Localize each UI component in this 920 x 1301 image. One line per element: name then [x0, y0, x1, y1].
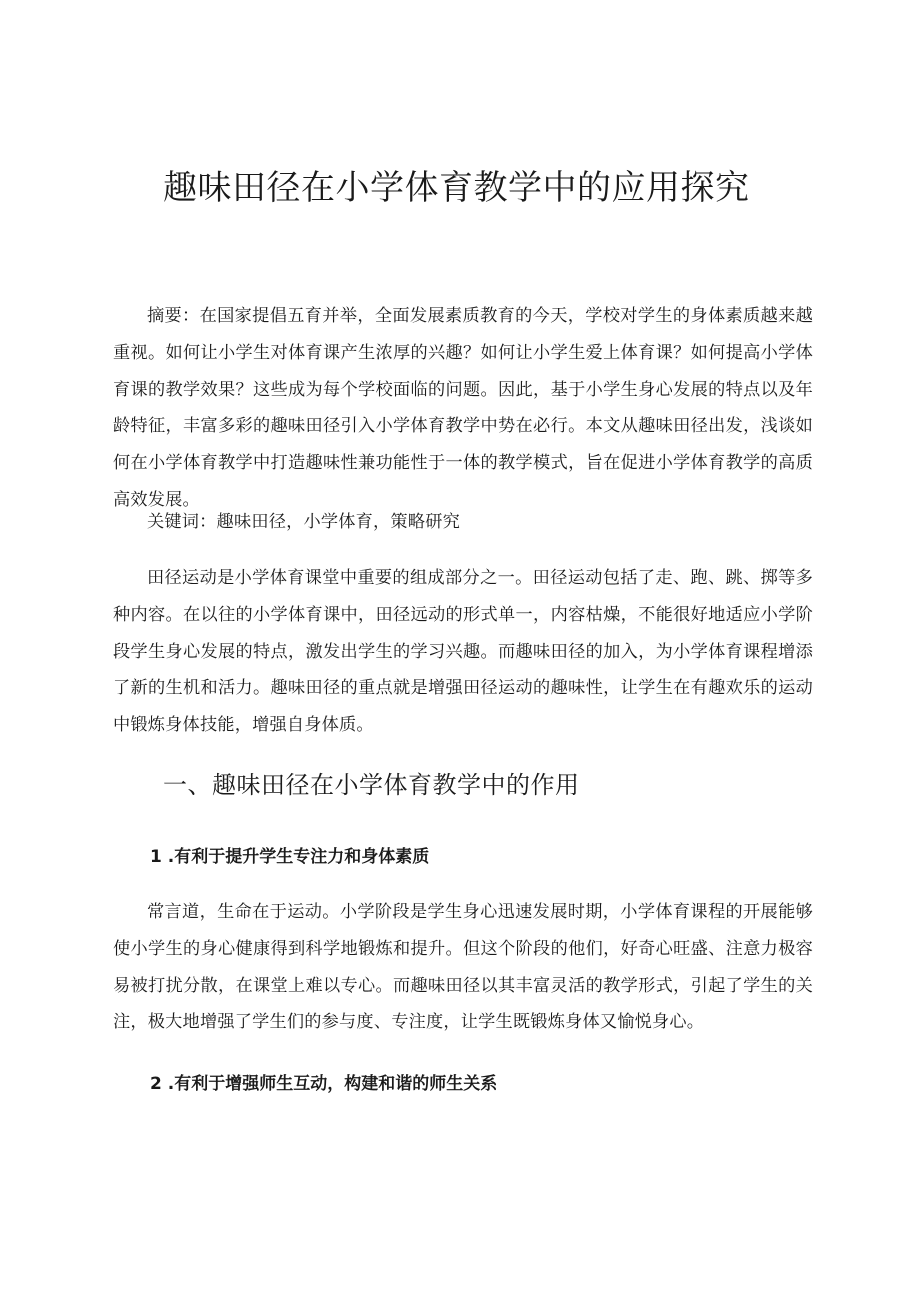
- document-title: 趣味田径在小学体育教学中的应用探究: [163, 168, 750, 208]
- keywords-line: 关键词：趣味田径，小学体育，策略研究: [147, 512, 460, 532]
- subsection-heading-1: 1 .有利于提升学生专注力和身体素质: [150, 847, 430, 867]
- subsection-heading-2: 2 .有利于增强师生互动，构建和谐的师生关系: [150, 1074, 498, 1094]
- section-heading-1: 一、趣味田径在小学体育教学中的作用: [163, 771, 580, 799]
- subsection-1-paragraph: 常言道，生命在于运动。小学阶段是学生身心迅速发展时期，小学体育课程的开展能够使小学生的身心健康得到科学地锻炼和提升。但这个阶段的他们，好奇心旺盛、注意力极容易被打扰分散，在课堂上难以专心。而趣味田径以其丰富灵活的教学形式，引起了学生的关注，极大地增强了学生们的参与度、专注度，让学生既锻炼身体又愉悦身心。: [113, 902, 813, 1033]
- intro-paragraph: 田径运动是小学体育课堂中重要的组成部分之一。田径运动包括了走、跑、跳、掷等多种内容。在以往的小学体育课中，田径远动的形式单一，内容枯燥，不能很好地适应小学阶段学生身心发展的特点，激发出学生的学习兴趣。而趣味田径的加入，为小学体育课程增添了新的生机和活力。趣味田径的重点就是增强田径运动的趣味性，让学生在有趣欢乐的运动中锻炼身体技能，增强自身体质。: [113, 568, 813, 736]
- abstract-paragraph: 摘要：在国家提倡五育并举，全面发展素质教育的今天，学校对学生的身体素质越来越重视。如何让小学生对体育课产生浓厚的兴趣？如何让小学生爱上体育课？如何提高小学体育课的教学效果？这些成为每个学校面临的问题。因此，基于小学生身心发展的特点以及年龄特征，丰富多彩的趣味田径引入小学体育教学中势在必行。本文从趣味田径出发，浅谈如何在小学体育教学中打造趣味性兼功能性于一体的教学模式，旨在促进小学体育教学的高质高效发展。: [113, 306, 813, 510]
